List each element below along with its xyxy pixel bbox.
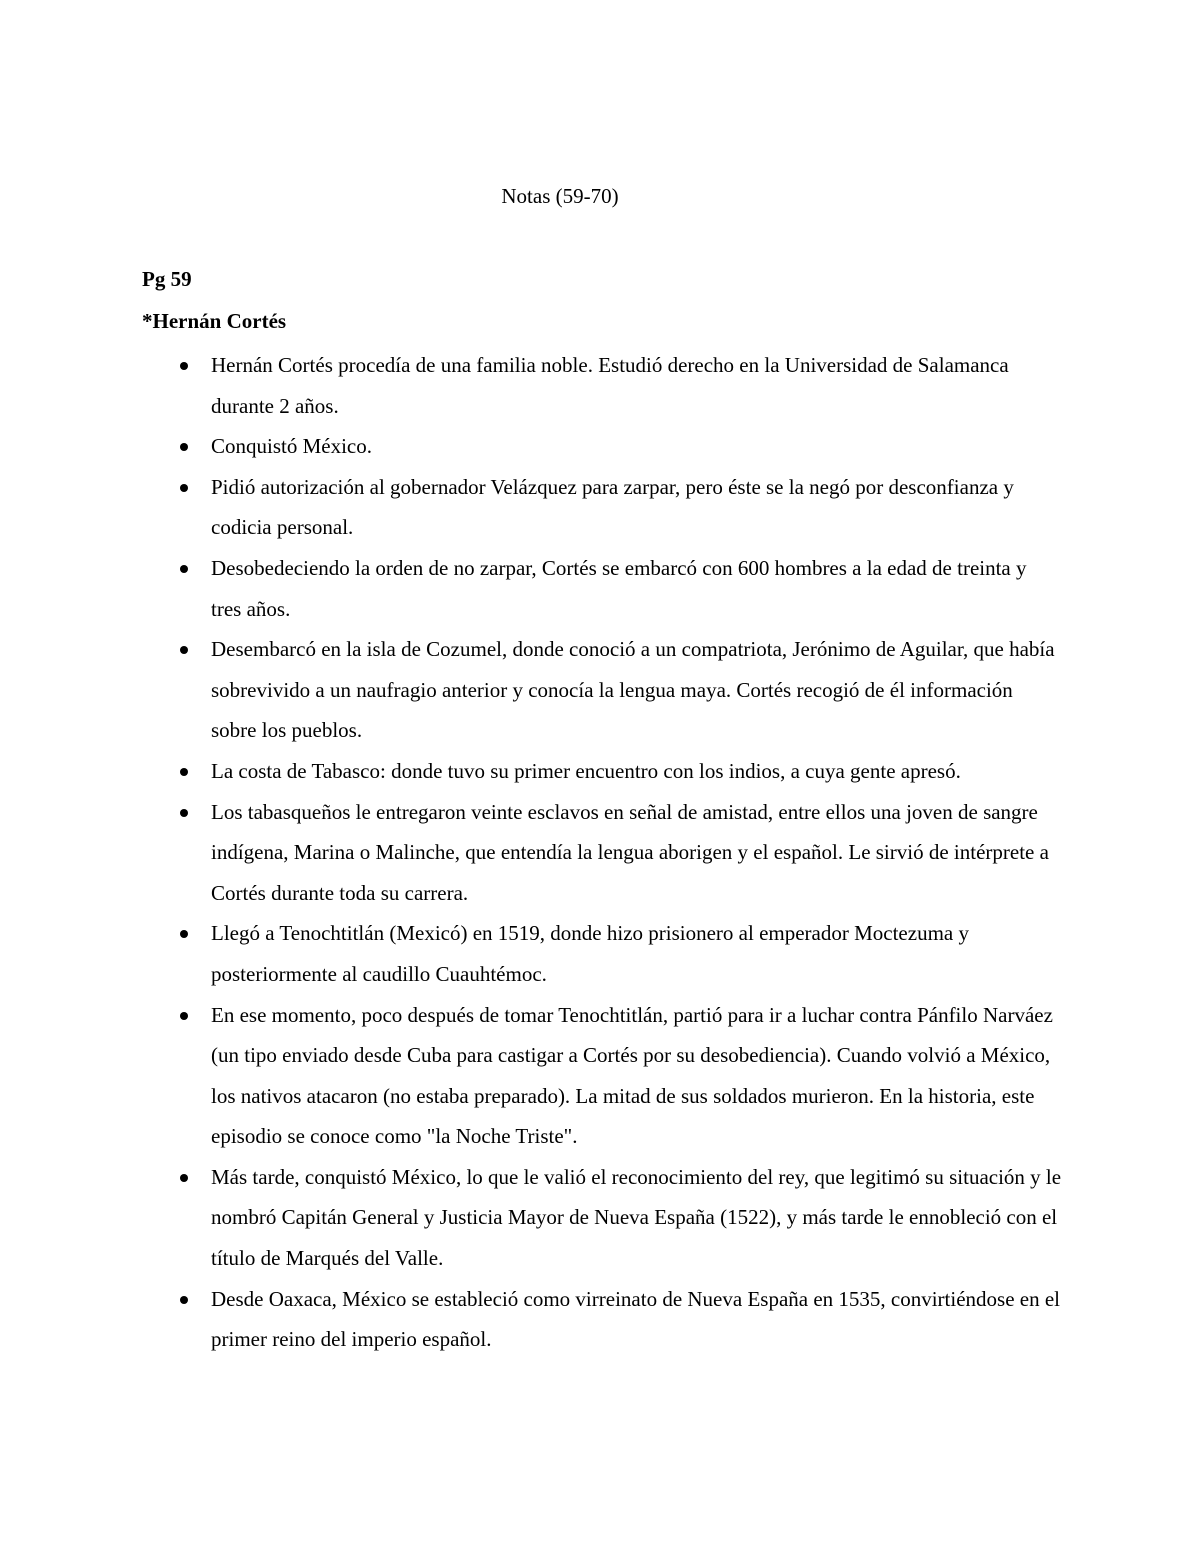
list-item <box>142 467 1062 548</box>
list-item-text: Más tarde, conquistó México, lo que le valió el reconocimiento del rey, que legitimó su situación y le nombró Capitán General y Justicia Mayor de Nueva España (1522), y más tarde le ennobleció con el título de Marqués del Valle. <box>211 1164 1062 1271</box>
bullet-dot-icon <box>180 768 188 776</box>
page-title: Notas (59-70) <box>501 184 619 208</box>
list-item <box>142 995 1062 1157</box>
list-item <box>142 1279 1062 1360</box>
bullet-dot-icon <box>180 646 188 654</box>
list-item-text: La costa de Tabasco: donde tuvo su primer encuentro con los indios, a cuya gente apresó. <box>211 758 961 783</box>
bullet-dot-icon <box>180 1174 188 1182</box>
list-item-text: Desde Oaxaca, México se estableció como virreinato de Nueva España en 1535, convirtiéndose en el primer reino del imperio español. <box>211 1286 1061 1352</box>
notes-list <box>142 345 1062 1360</box>
section-heading: Pg 59 <box>142 267 192 291</box>
list-item-text: Desobedeciendo la orden de no zarpar, Cortés se embarcó con 600 hombres a la edad de treinta y tres años. <box>211 555 1027 621</box>
topic-heading: *Hernán Cortés <box>142 309 287 333</box>
list-item <box>142 426 1062 467</box>
list-item-text: Llegó a Tenochtitlán (Mexicó) en 1519, donde hizo prisionero al emperador Moctezuma y posteriormente al caudillo Cuauhtémoc. <box>211 921 969 986</box>
list-item-text: Desembarcó en la isla de Cozumel, donde conoció a un compatriota, Jerónimo de Aguilar, que había sobrevivido a un naufragio anterior y conocía la lengua maya. Cortés recogió de él información sobre los pueblos. <box>211 637 1055 743</box>
list-item-text: Los tabasqueños le entregaron veinte esclavos en señal de amistad, entre ellos una joven de sangre indígena, Marina o Malinche, que entendía la lengua aborigen y el español. Le sirvió de intérprete a Cortés durante toda su carrera. <box>211 799 1049 905</box>
bullet-dot-icon <box>180 930 188 938</box>
bullet-dot-icon <box>180 565 188 573</box>
list-item-text: Pidió autorización al gobernador Velázquez para zarpar, pero éste se la negó por desconfianza y codicia personal. <box>211 474 1014 540</box>
list-item <box>142 913 1062 994</box>
list-item <box>142 629 1062 751</box>
list-item-text: Hernán Cortés procedía de una familia noble. Estudió derecho en la Universidad de Salamanca durante 2 años. <box>211 353 1009 418</box>
list-item <box>142 792 1062 914</box>
list-item-text: Conquistó México. <box>211 434 372 459</box>
bullet-dot-icon <box>180 1296 188 1304</box>
bullet-dot-icon <box>180 362 188 370</box>
bullet-dot-icon <box>180 484 188 492</box>
bullet-dot-icon <box>180 809 188 817</box>
list-item <box>142 1157 1062 1279</box>
list-item-text: En ese momento, poco después de tomar Tenochtitlán, partió para ir a luchar contra Pánfilo Narváez (un tipo enviado desde Cuba para castigar a Cortés por su desobediencia). Cuando volvió a México, los nativos atacaron (no estaba preparado). La mitad de sus soldados murieron. En la historia, este episodio se conoce como "la Noche Triste". <box>211 1002 1053 1149</box>
list-item <box>142 751 1062 792</box>
bullet-dot-icon <box>180 443 188 451</box>
bullet-dot-icon <box>180 1012 188 1020</box>
list-item <box>142 548 1062 629</box>
list-item <box>142 345 1062 426</box>
